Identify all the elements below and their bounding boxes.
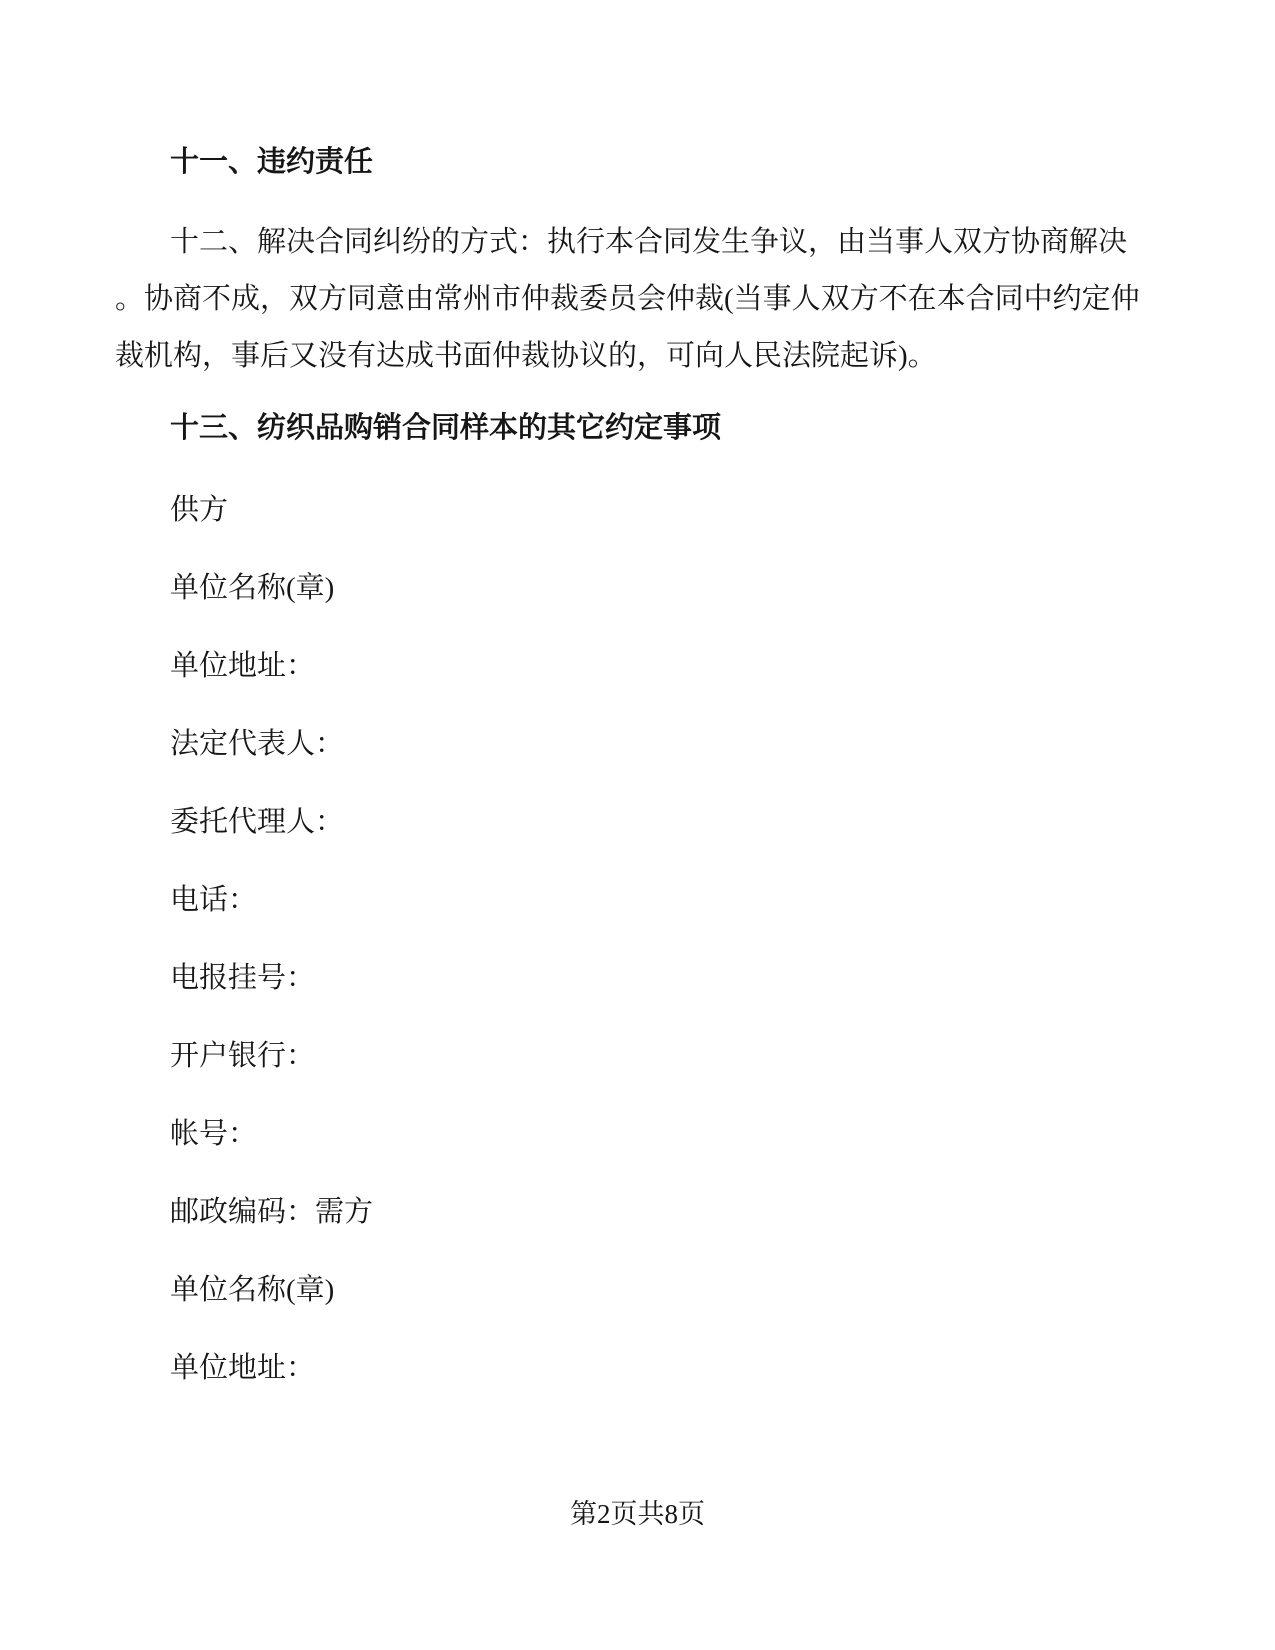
paragraph-line: 十二、解决合同纠纷的方式：执行本合同发生争议，由当事人双方协商解决 <box>170 226 1128 258</box>
field-unit-name-seal-2: 单位名称(章) <box>170 1274 335 1306</box>
field-unit-name-seal: 单位名称(章) <box>170 572 335 604</box>
field-supplier: 供方 <box>170 494 229 526</box>
field-legal-representative: 法定代表人： <box>170 728 345 760</box>
field-postal-code-buyer: 邮政编码：需方 <box>170 1196 374 1228</box>
field-unit-address: 单位地址： <box>170 650 316 682</box>
paragraph-line: 。协商不成，双方同意由常州市仲裁委员会仲裁(当事人双方不在本合同中约定仲 <box>115 283 1140 315</box>
paragraph-line: 裁机构，事后又没有达成书面仲裁协议的，可向人民法院起诉)。 <box>115 340 937 372</box>
paragraph-dispute-resolution <box>115 214 1160 385</box>
page-number-footer: 第2页共8页 <box>570 1499 705 1529</box>
field-unit-address-2: 单位地址： <box>170 1352 316 1384</box>
field-bank: 开户银行： <box>170 1040 316 1072</box>
field-account-number: 帐号： <box>170 1118 258 1150</box>
section-heading-other-agreements: 十三、纺织品购销合同样本的其它约定事项 <box>170 412 722 444</box>
field-telegraph-number: 电报挂号： <box>170 962 316 994</box>
field-entrusted-agent: 委托代理人： <box>170 806 345 838</box>
section-heading-breach-liability: 十一、违约责任 <box>170 146 374 178</box>
field-phone: 电话： <box>170 884 258 916</box>
